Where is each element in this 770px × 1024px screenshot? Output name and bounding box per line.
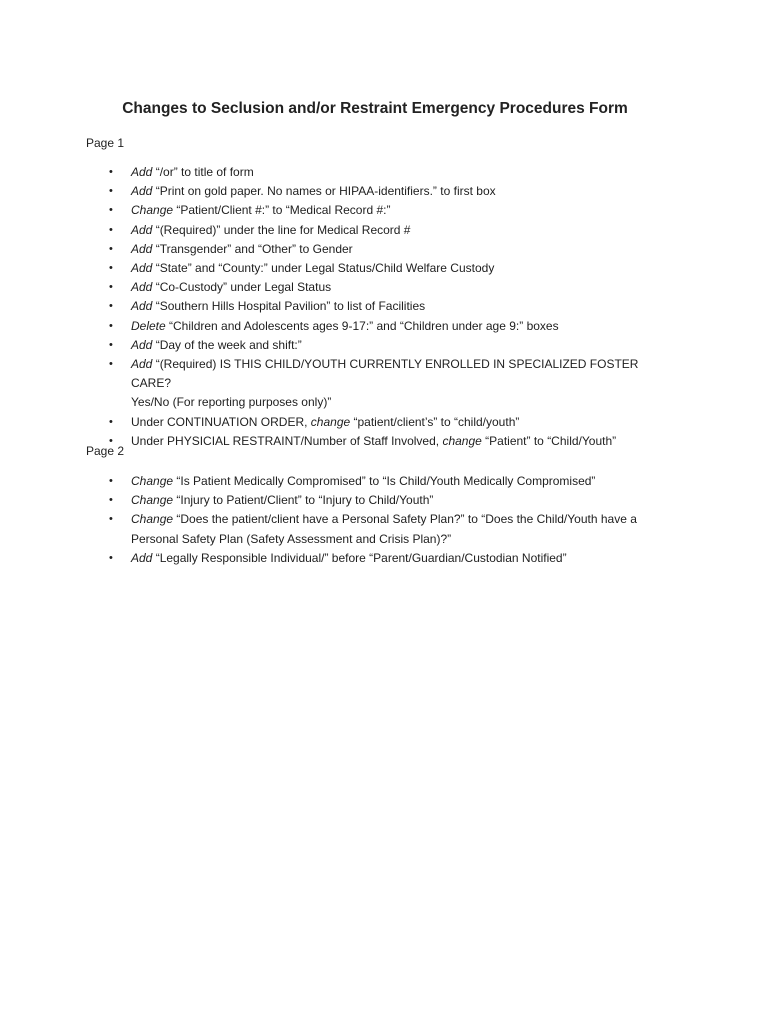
bullet-icon: • [109,185,113,198]
bullet-icon: • [109,262,113,275]
page-2-change-list [0,472,770,568]
item-action-verb: Add [131,299,153,314]
item-action-verb: change [442,433,482,448]
item-text: “Patient” to “Child/Youth” [481,433,617,448]
item-action-verb: Add [131,280,153,295]
item-action-verb: Change [131,203,174,218]
bullet-icon: • [109,223,113,236]
item-action-verb: Add [131,550,153,565]
bullet-icon: • [109,204,113,217]
item-text: “/or” to title of form [152,165,254,179]
bullet-icon: • [109,300,113,313]
bullet-icon: • [109,166,113,178]
bullet-icon: • [109,281,113,294]
item-text: “Co-Custody” under Legal Status [152,280,332,295]
bullet-icon: • [109,319,113,332]
item-action-verb: Change [131,493,174,508]
item-action-verb: Add [131,337,153,352]
page-1-change-list [0,163,770,451]
change-list-item [0,259,770,278]
bullet-icon: • [109,475,113,487]
item-text: “Children and Adolescents ages 9-17:” and “Children under age 9:” boxes [165,318,559,333]
item-text: “Does the patient/client have a Personal Safety Plan?” to “Does the Child/Youth have a [173,512,637,527]
item-text: “Day of the week and shift:” [152,337,302,352]
item-text: “Patient/Client #:” to “Medical Record #:” [173,203,391,218]
bullet-icon: • [109,415,113,428]
item-text: “patient/client’s” to “child/youth” [350,414,520,429]
item-prefix: Under PHYSICIAL RESTRAINT/Number of Staff Involved, [131,433,443,448]
item-action-verb: Add [131,261,153,276]
bullet-icon: • [109,494,113,507]
bullet-icon: • [109,551,113,564]
change-list-item [0,240,770,259]
item-action-verb: Add [131,184,153,199]
item-text: “Is Patient Medically Compromised” to “Is Child/Youth Medically Compromised” [173,474,596,488]
bullet-icon: • [109,242,113,255]
item-action-verb: Add [131,241,153,256]
item-text: “(Required) IS THIS CHILD/YOUTH CURRENTLY ENROLLED IN SPECIALIZED FOSTER CARE? [131,357,639,391]
item-text: “Southern Hills Hospital Pavilion” to list of Facilities [152,299,426,314]
item-text: “Print on gold paper. No names or HIPAA-identifiers.” to first box [152,184,496,199]
bullet-icon: • [109,338,113,351]
item-action-verb: Change [131,474,174,488]
item-continuation: Yes/No (For reporting purposes only)” [131,395,332,410]
change-list-item [0,549,770,568]
item-text: “(Required)” under the line for Medical Record # [152,222,411,237]
item-action-verb: Add [131,222,153,237]
bullet-icon: • [109,513,113,526]
item-text: “Injury to Patient/Client” to “Injury to Child/Youth” [173,493,434,508]
change-list-item [0,278,770,297]
change-list-item [0,413,770,432]
item-action-verb: Delete [131,318,166,333]
item-text: “State” and “County:” under Legal Status/Child Welfare Custody [152,261,495,276]
change-list-item [0,317,770,336]
change-list-item [0,472,770,491]
item-text: “Legally Responsible Individual/” before “Parent/Guardian/Custodian Notified” [152,550,567,565]
page-1-heading: Page 1 [86,136,125,150]
item-action-verb: change [310,414,351,429]
change-list-item [0,163,770,182]
change-list-item [0,491,770,510]
change-list-item [0,355,770,413]
item-text: “Transgender” and “Other” to Gender [152,241,353,256]
item-prefix: Under CONTINUATION ORDER, [131,414,311,429]
page-2-heading: Page 2 [86,444,125,458]
change-list-item [0,297,770,316]
change-list-item [0,201,770,220]
bullet-icon: • [109,358,113,371]
change-list-item [0,221,770,240]
change-list-item [0,336,770,355]
change-list-item [0,182,770,201]
item-continuation: Personal Safety Plan (Safety Assessment and Crisis Plan)?” [131,531,452,546]
item-action-verb: Add [131,165,153,179]
change-list-item [0,510,770,548]
document-title: Changes to Seclusion and/or Restraint Emergency Procedures Form [122,100,628,117]
bullet-icon: • [109,434,113,447]
item-action-verb: Add [131,357,153,372]
item-action-verb: Change [131,512,174,527]
